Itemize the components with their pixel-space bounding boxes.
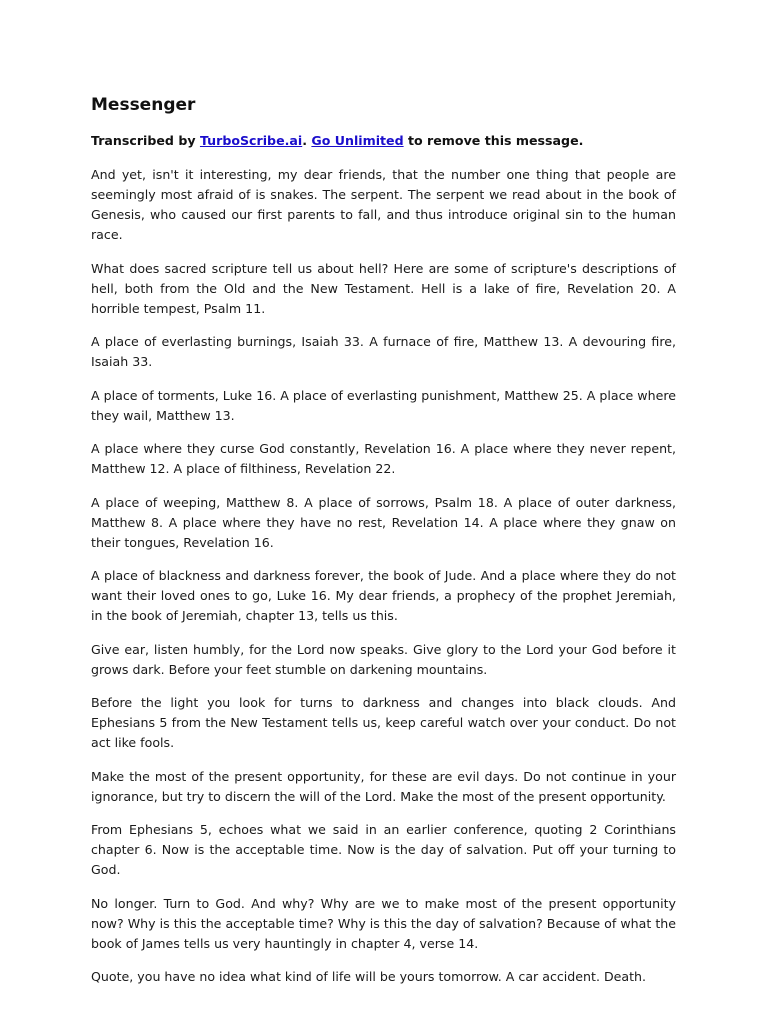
transcription-banner: [91, 132, 676, 150]
turboscribe-link[interactable]: TurboScribe.ai: [199, 133, 303, 148]
banner-separator: .: [302, 133, 312, 148]
paragraph: A place of torments, Luke 16. A place of everlasting punishment, Matthew 25. A place where they wail, Matthew 13.: [91, 387, 676, 423]
paragraph: What does sacred scripture tell us about hell? Here are some of scripture's descriptions of hell, both from the Old and the New Testament. Hell is a lake of fire, Revelation 20. A horrible tempest, Psalm 11.: [91, 260, 676, 316]
paragraph: A place of everlasting burnings, Isaiah 33. A furnace of fire, Matthew 13. A devouring fire, Isaiah 33.: [91, 334, 676, 369]
paragraph: From Ephesians 5, echoes what we said in an earlier conference, quoting 2 Corinthians chapter 6. Now is the acceptable time. Now is the day of salvation. Put off your turning to God.: [91, 822, 676, 877]
paragraph: Make the most of the present opportunity, for these are evil days. Do not continue in your ignorance, but try to discern the will of the Lord. Make the most of the present opportunity.: [91, 768, 676, 804]
paragraph: No longer. Turn to God. And why? Why are we to make most of the present opportunity now? Why is this the acceptable time? Why is this the day of salvation? Because of what the book of James tells us very hauntingly in chapter 4, verse 14.: [91, 895, 676, 951]
paragraph: Before the light you look for turns to darkness and changes into black clouds. And Ephesians 5 from the New Testament tells us, keep careful watch over your conduct. Do not act like fools.: [91, 695, 676, 750]
paragraph: Give ear, listen humbly, for the Lord now speaks. Give glory to the Lord your God before it grows dark. Before your feet stumble on darkening mountains.: [91, 641, 676, 677]
paragraph: A place of blackness and darkness forever, the book of Jude. And a place where they do not want their loved ones to go, Luke 16. My dear friends, a prophecy of the prophet Jeremiah, in the book of Jeremiah, chapter 13, tells us this.: [91, 568, 676, 623]
paragraph: Quote, you have no idea what kind of life will be yours tomorrow. A car accident. Death.: [91, 969, 647, 984]
banner-suffix: to remove this message.: [403, 133, 584, 148]
paragraph: A place of weeping, Matthew 8. A place of sorrows, Psalm 18. A place of outer darkness, Matthew 8. A place where they have no rest, Revelation 14. A place where they gnaw on their tongues, Revelation 16.: [91, 494, 676, 550]
paragraph: A place where they curse God constantly, Revelation 16. A place where they never repent, Matthew 12. A place of filthiness, Revelation 22.: [91, 441, 676, 476]
go-unlimited-link[interactable]: Go Unlimited: [311, 133, 404, 148]
paragraph: And yet, isn't it interesting, my dear friends, that the number one thing that people are seemingly most afraid of is snakes. The serpent. The serpent we read about in the book of Genesis, who caused our first parents to fall, and thus introduce original sin to the human race.: [91, 167, 676, 242]
document-title: Messenger: [91, 95, 196, 115]
banner-prefix: Transcribed by: [91, 133, 200, 148]
